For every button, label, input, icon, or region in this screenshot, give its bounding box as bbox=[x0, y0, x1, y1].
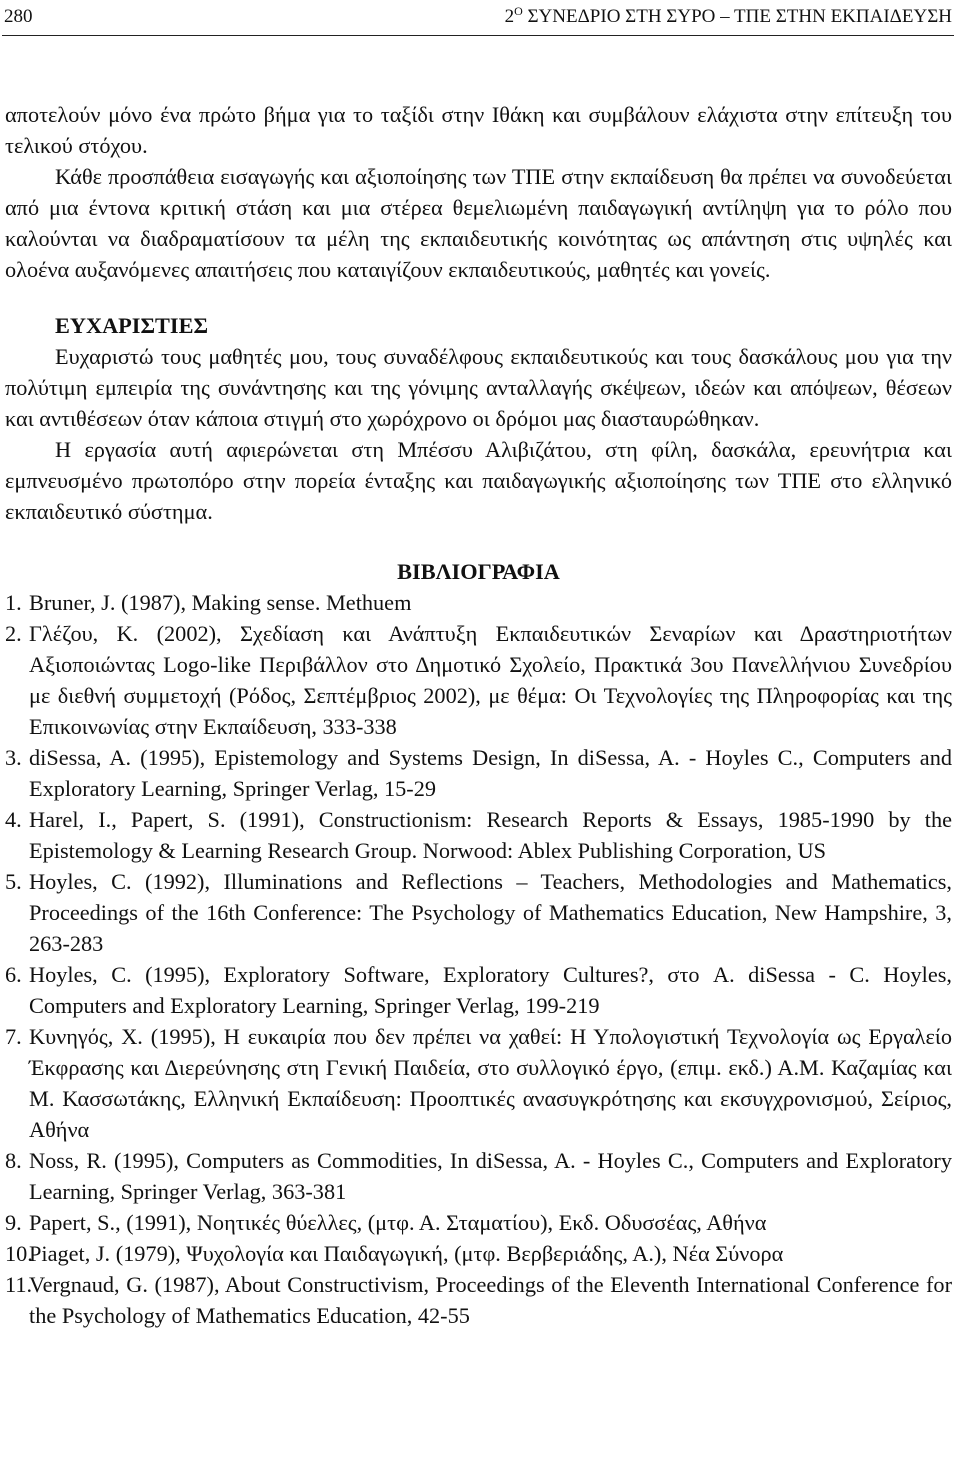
running-title bbox=[505, 4, 952, 30]
body-paragraph-2: Κάθε προσπάθεια εισαγωγής και αξιοποίησης των ΤΠΕ στην εκπαίδευση θα πρέπει να συνοδεύεται από μια έντονα κριτική στάση και μια στέρεα θεμελιωμένη παιδαγωγική αντίληψη για το ρόλο που καλούνται να διαδραματίσουν τα μέλη της εκπαιδευτικής κοινότητας ως απάντηση στις υψηλές και ολοένα αυξανόμενες απαιτήσεις που καταιγίζουν εκπαιδευτικούς, μαθητές και γονείς. bbox=[5, 164, 952, 282]
reference-number: 11. bbox=[5, 1272, 33, 1297]
body-paragraph-1: αποτελούν μόνο ένα πρώτο βήμα για το ταξίδι στην Ιθάκη και συμβάλουν ελάχιστα στην επίτευξη του τελικού στόχου. bbox=[5, 102, 952, 158]
reference-number: 10. bbox=[5, 1241, 33, 1266]
reference-item bbox=[5, 1269, 952, 1331]
reference-item bbox=[5, 1145, 952, 1207]
reference-item bbox=[5, 1021, 952, 1145]
page-content bbox=[5, 99, 952, 1331]
running-title-ordinal: 2 bbox=[504, 6, 515, 27]
reference-item bbox=[5, 866, 952, 959]
reference-item bbox=[5, 804, 952, 866]
reference-text: Hoyles, C. (1992), Illuminations and Reflections – Teachers, Methodologies and Mathematics, Proceedings of the 16th Conference: The Psychology of Mathematics Education, New Hampshire, 3, 263-283 bbox=[29, 869, 952, 956]
reference-number: 2. bbox=[5, 621, 22, 646]
reference-text: Γλέζου, Κ. (2002), Σχεδίαση και Ανάπτυξη Εκπαιδευτικών Σεναρίων και Δραστηριοτήτων Αξιοποιώντας Logo-like Περιβάλλον στο Δημοτικό Σχολείο, Πρακτικά 3ου Πανελλήνιου Συνεδρίου με διεθνή συμμετοχή (Ρόδος, Σεπτέμβριος 2002), με θέμα: Οι Τεχνολογίες της Πληροφορίας και της Επικοινωνίας στην Εκπαίδευση, 333-338 bbox=[29, 621, 952, 739]
header-rule bbox=[2, 35, 954, 36]
reference-number: 5. bbox=[5, 869, 22, 894]
reference-list bbox=[5, 587, 952, 1331]
page-number: 280 bbox=[4, 6, 33, 27]
running-title-ordinal-sup: Ο bbox=[514, 4, 523, 18]
reference-text: Noss, R. (1995), Computers as Commodities, In diSessa, A. - Hoyles C., Computers and Exploratory Learning, Springer Verlag, 363-381 bbox=[29, 1148, 952, 1204]
reference-text: Hoyles, C. (1995), Exploratory Software, Exploratory Cultures?, στο A. diSessa - C. Hoyles, Computers and Exploratory Learning, Springer Verlag, 199-219 bbox=[29, 962, 952, 1018]
reference-number: 9. bbox=[5, 1210, 22, 1235]
running-title-text: ΣΥΝΕΔΡΙΟ ΣΤΗ ΣΥΡΟ – ΤΠΕ ΣΤΗΝ ΕΚΠΑΙΔΕΥΣΗ bbox=[522, 6, 952, 27]
reference-item bbox=[5, 1238, 952, 1269]
acknowledgements-paragraph-1: Ευχαριστώ τους μαθητές μου, τους συναδέλφους εκπαιδευτικούς και τους δασκάλους μου για την πολύτιμη εμπειρία της συνάντησης και της γόνιμης ανταλλαγής σκέψεων, ιδεών και απόψεων, θέσεων και αντιθέσεων όταν κάποια στιγμή στο χωρόχρονο οι δρόμοι μας διασταυρώθηκαν. bbox=[5, 344, 952, 431]
bibliography-heading: ΒΙΒΛΙΟΓΡΑΦΙΑ bbox=[397, 559, 560, 584]
reference-text: Bruner, J. (1987), Making sense. Methuem bbox=[29, 590, 412, 615]
reference-item bbox=[5, 742, 952, 804]
reference-number: 3. bbox=[5, 745, 22, 770]
reference-text: Piaget, J. (1979), Ψυχολογία και Παιδαγωγική, (μτφ. Βερβεριάδης, Α.), Νέα Σύνορα bbox=[29, 1241, 784, 1266]
reference-number: 7. bbox=[5, 1024, 22, 1049]
reference-text: Vergnaud, G. (1987), About Constructivism, Proceedings of the Eleventh International Conference for the Psychology of Mathematics Education, 42-55 bbox=[29, 1272, 952, 1328]
acknowledgements-heading: ΕΥΧΑΡΙΣΤΙΕΣ bbox=[55, 313, 209, 338]
reference-text: Harel, I., Papert, S. (1991), Constructionism: Research Reports & Essays, 1985-1990 by the Epistemology & Learning Research Group. Norwood: Ablex Publishing Corporation, US bbox=[29, 807, 952, 863]
acknowledgements-paragraph-2: Η εργασία αυτή αφιερώνεται στη Μπέσσυ Αλιβιζάτου, στη φίλη, δασκάλα, ερευνήτρια και εμπνευσμένο πρωτοπόρο στην πορεία ένταξης και παιδαγωγικής αξιοποίησης των ΤΠΕ στο ελληνικό εκπαιδευτικό σύστημα. bbox=[5, 437, 952, 524]
reference-item bbox=[5, 1207, 952, 1238]
reference-item bbox=[5, 618, 952, 742]
page-header bbox=[4, 4, 952, 30]
reference-text: Κυνηγός, Χ. (1995), Η ευκαιρία που δεν πρέπει να χαθεί: Η Υπολογιστική Τεχνολογία ως Εργαλείο Έκφρασης και Διερεύνησης στη Γενική Παιδεία, στο συλλογικό έργο, (επιμ. εκδ.) Α.Μ. Καζαμίας και Μ. Κασσωτάκης, Ελληνική Εκπαίδευση: Προοπτικές ανασυγκρότησης και εκσυγχρονισμού, Σείριος, Αθήνα bbox=[29, 1024, 952, 1142]
reference-number: 1. bbox=[5, 590, 22, 615]
reference-item bbox=[5, 587, 952, 618]
reference-item bbox=[5, 959, 952, 1021]
reference-text: diSessa, A. (1995), Epistemology and Systems Design, In diSessa, A. - Hoyles C., Computers and Exploratory Learning, Springer Verlag, 15-29 bbox=[29, 745, 952, 801]
reference-text: Papert, S., (1991), Νοητικές θύελλες, (μτφ. Α. Σταματίου), Εκδ. Οδυσσέας, Αθήνα bbox=[29, 1210, 767, 1235]
reference-number: 8. bbox=[5, 1148, 22, 1173]
reference-number: 6. bbox=[5, 962, 22, 987]
reference-number: 4. bbox=[5, 807, 22, 832]
